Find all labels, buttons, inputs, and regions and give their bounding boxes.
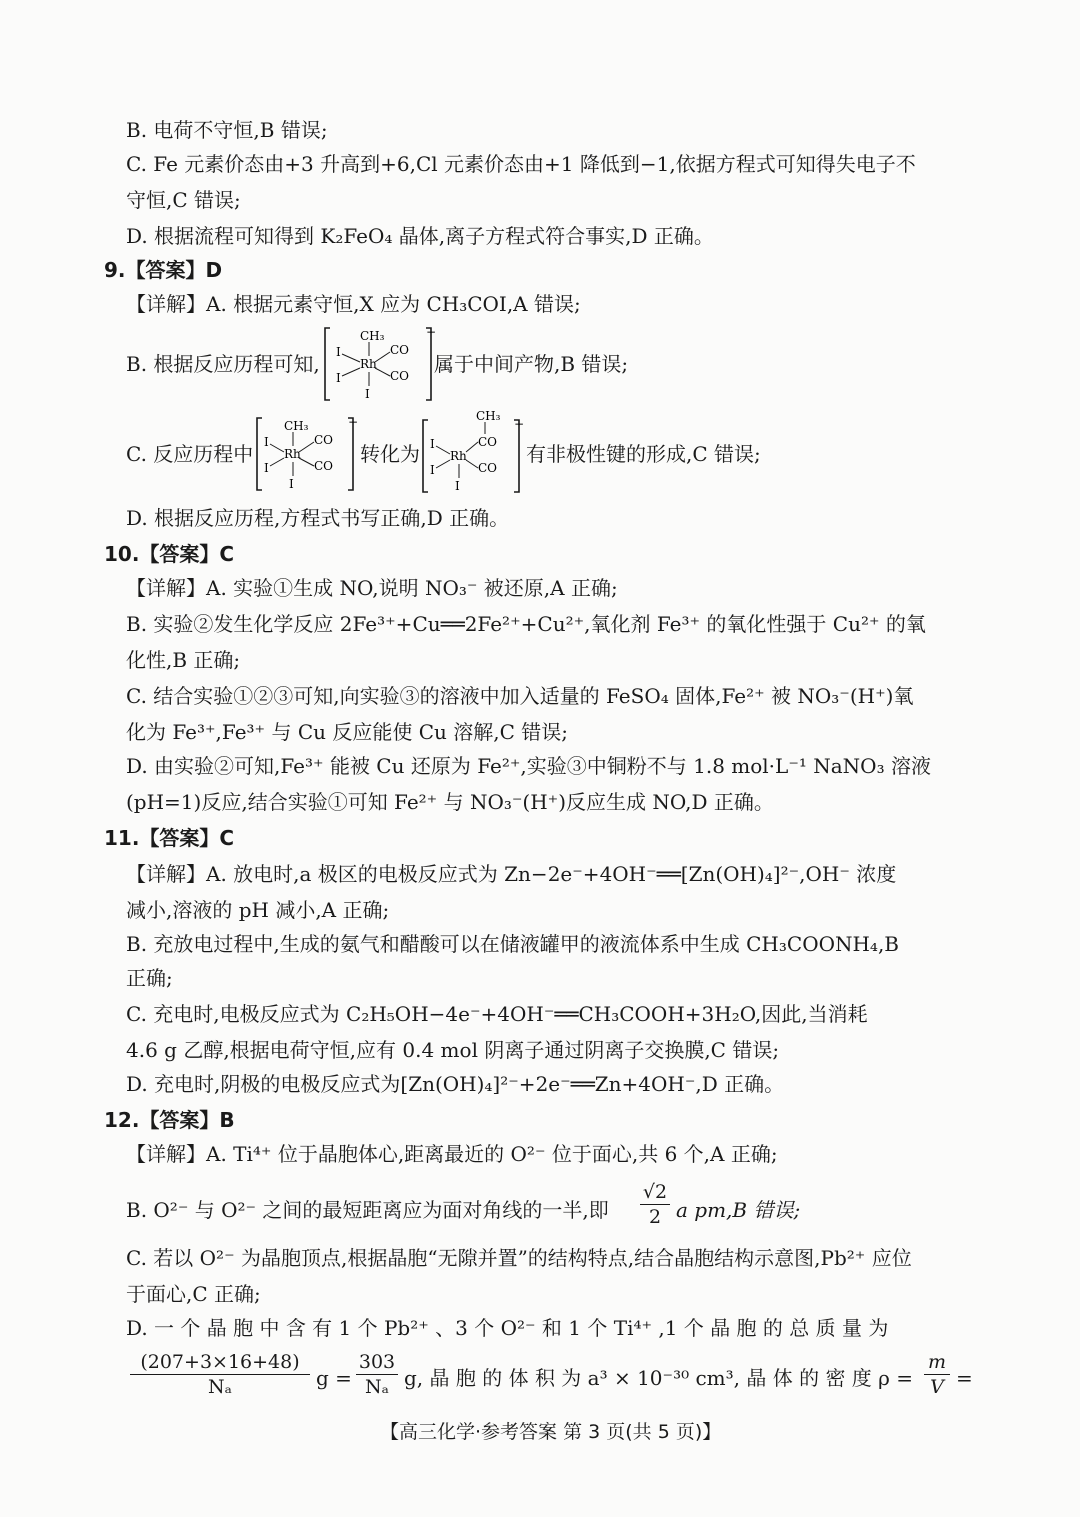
text-line: 属于中间产物,B 错误; (434, 352, 629, 376)
page-footer: 【高三化学·参考答案 第 3 页(共 5 页)】 (380, 1421, 722, 1443)
fraction-numerator: 303 (356, 1350, 398, 1375)
text-line: D. 一 个 晶 胞 中 含 有 1 个 Pb²⁺ 、3 个 O²⁻ 和 1 个 Ti⁴⁺ ,1 个 晶 胞 的 总 质 量 为 (126, 1316, 889, 1340)
fraction-denominator: V (930, 1376, 944, 1398)
text-line: 正确; (126, 966, 173, 990)
label-charge: − (514, 417, 525, 431)
text-line: B. 实验②发生化学反应 2Fe³⁺+Cu══2Fe²⁺+Cu²⁺,氧化剂 Fe³⁺ 的氧化性强于 Cu²⁺ 的氧 (126, 612, 926, 636)
fraction-denominator: Nₐ (365, 1376, 389, 1398)
label-i: I (430, 463, 435, 477)
label-i: I (336, 371, 341, 385)
text-line: a pm,B 错误; (676, 1198, 801, 1222)
fraction-numerator: (207+3×16+48) (130, 1350, 310, 1375)
fraction-numerator: √2 (640, 1180, 670, 1205)
text-line: C. 若以 O²⁻ 为晶胞顶点,根据晶胞“无隙并置”的结构特点,结合晶胞结构示意图,Pb²⁺ 应位 (126, 1246, 912, 1270)
sqrt2-over-2-fraction (640, 1180, 670, 1229)
label-i: I (430, 437, 435, 451)
label-co: CO (390, 369, 410, 383)
label-i: I (264, 461, 269, 475)
text-line: 【详解】A. 放电时,a 极区的电极反应式为 Zn−2e⁻+4OH⁻══[Zn(OH)₄]²⁻,OH⁻ 浓度 (126, 862, 897, 886)
text-line: C. 反应历程中 (126, 442, 254, 466)
label-co: CO (478, 435, 498, 449)
text-line: g, 晶 胞 的 体 积 为 a³ × 10⁻³⁰ cm³, 晶 体 的 密 度 ρ = (404, 1366, 914, 1390)
text-line: C. Fe 元素价态由+3 升高到+6,Cl 元素价态由+1 降低到−1,依据方程式可知得失电子不 (126, 152, 916, 176)
label-charge: − (426, 325, 437, 339)
answer-heading-12: 12.【答案】B (104, 1108, 235, 1132)
answer-heading-11: 11.【答案】C (104, 826, 235, 850)
label-rh: Rh (284, 447, 301, 461)
text-line: (pH=1)反应,结合实验①可知 Fe²⁺ 与 NO₃⁻(H⁺)反应生成 NO,D 正确。 (126, 790, 774, 814)
label-i: I (365, 387, 370, 401)
text-line: 减小,溶液的 pH 减小,A 正确; (126, 898, 390, 922)
text-line: C. 结合实验①②③可知,向实验③的溶液中加入适量的 FeSO₄ 固体,Fe²⁺ 被 NO₃⁻(H⁺)氧 (126, 684, 914, 708)
text-line: 化为 Fe³⁺,Fe³⁺ 与 Cu 反应能使 Cu 溶解,C 错误; (126, 720, 569, 744)
text-line: 4.6 g 乙醇,根据电荷守恒,应有 0.4 mol 阴离子通过阴离子交换膜,C 错误; (126, 1038, 780, 1062)
text-line: 【详解】A. Ti⁴⁺ 位于晶胞体心,距离最近的 O²⁻ 位于面心,共 6 个,A 正确; (126, 1142, 778, 1166)
label-co: CO (314, 433, 334, 447)
text-line: C. 充电时,电极反应式为 C₂H₅OH−4e⁻+4OH⁻══CH₃COOH+3H₂O,因此,当消耗 (126, 1002, 868, 1026)
text-line: B. 电荷不守恒,B 错误; (126, 118, 328, 142)
text-line: 化性,B 正确; (126, 648, 241, 672)
text-line: g = (316, 1366, 352, 1390)
rh-complex-diagram (322, 324, 437, 404)
text-line: 转化为 (360, 442, 420, 466)
text-line: B. 充放电过程中,生成的氨气和醋酸可以在储液罐甲的液流体系中生成 CH₃COONH₄,B (126, 932, 899, 956)
text-line: D. 充电时,阴极的电极反应式为[Zn(OH)₄]²⁻+2e⁻══Zn+4OH⁻,D 正确。 (126, 1072, 785, 1096)
label-rh: Rh (360, 357, 377, 371)
text-line: 守恒,C 错误; (126, 188, 241, 212)
label-i: I (336, 345, 341, 359)
text-line: D. 根据反应历程,方程式书写正确,D 正确。 (126, 506, 510, 530)
text-line: D. 由实验②可知,Fe³⁺ 能被 Cu 还原为 Fe²⁺,实验③中铜粉不与 1.8 mol·L⁻¹ NaNO₃ 溶液 (126, 754, 931, 778)
density-fraction (924, 1350, 950, 1399)
text-line: 于面心,C 正确; (126, 1282, 261, 1306)
rh-complex-diagram (420, 406, 525, 496)
label-ch3: CH₃ (476, 409, 501, 423)
text-line: D. 根据流程可知得到 K₂FeO₄ 晶体,离子方程式符合事实,D 正确。 (126, 224, 714, 248)
text-line: 【详解】A. 根据元素守恒,X 应为 CH₃COI,A 错误; (126, 292, 581, 316)
answer-heading-10: 10.【答案】C (104, 542, 235, 566)
fraction-denominator: 2 (648, 1206, 662, 1228)
label-co: CO (314, 459, 334, 473)
label-ch3: CH₃ (284, 419, 309, 433)
label-i: I (289, 477, 294, 491)
mass-fraction (130, 1350, 310, 1399)
label-i: I (264, 435, 269, 449)
text-line: 有非极性键的形成,C 错误; (526, 442, 761, 466)
label-charge: − (348, 415, 359, 429)
label-rh: Rh (450, 449, 467, 463)
text-line: 【详解】A. 实验①生成 NO,说明 NO₃⁻ 被还原,A 正确; (126, 576, 618, 600)
rh-complex-diagram (254, 414, 359, 494)
text-line: B. 根据反应历程可知, (126, 352, 320, 376)
label-ch3: CH₃ (360, 329, 385, 343)
label-i: I (455, 479, 460, 493)
label-co: CO (478, 461, 498, 475)
text-line: B. O²⁻ 与 O²⁻ 之间的最短距离应为面对角线的一半,即 (126, 1198, 609, 1222)
answer-heading-9: 9.【答案】D (104, 258, 223, 282)
fraction-denominator: Nₐ (208, 1376, 232, 1398)
text-line: = (956, 1366, 973, 1390)
fraction-numerator: m (924, 1350, 950, 1375)
mass303-fraction (356, 1350, 398, 1399)
label-co: CO (390, 343, 410, 357)
